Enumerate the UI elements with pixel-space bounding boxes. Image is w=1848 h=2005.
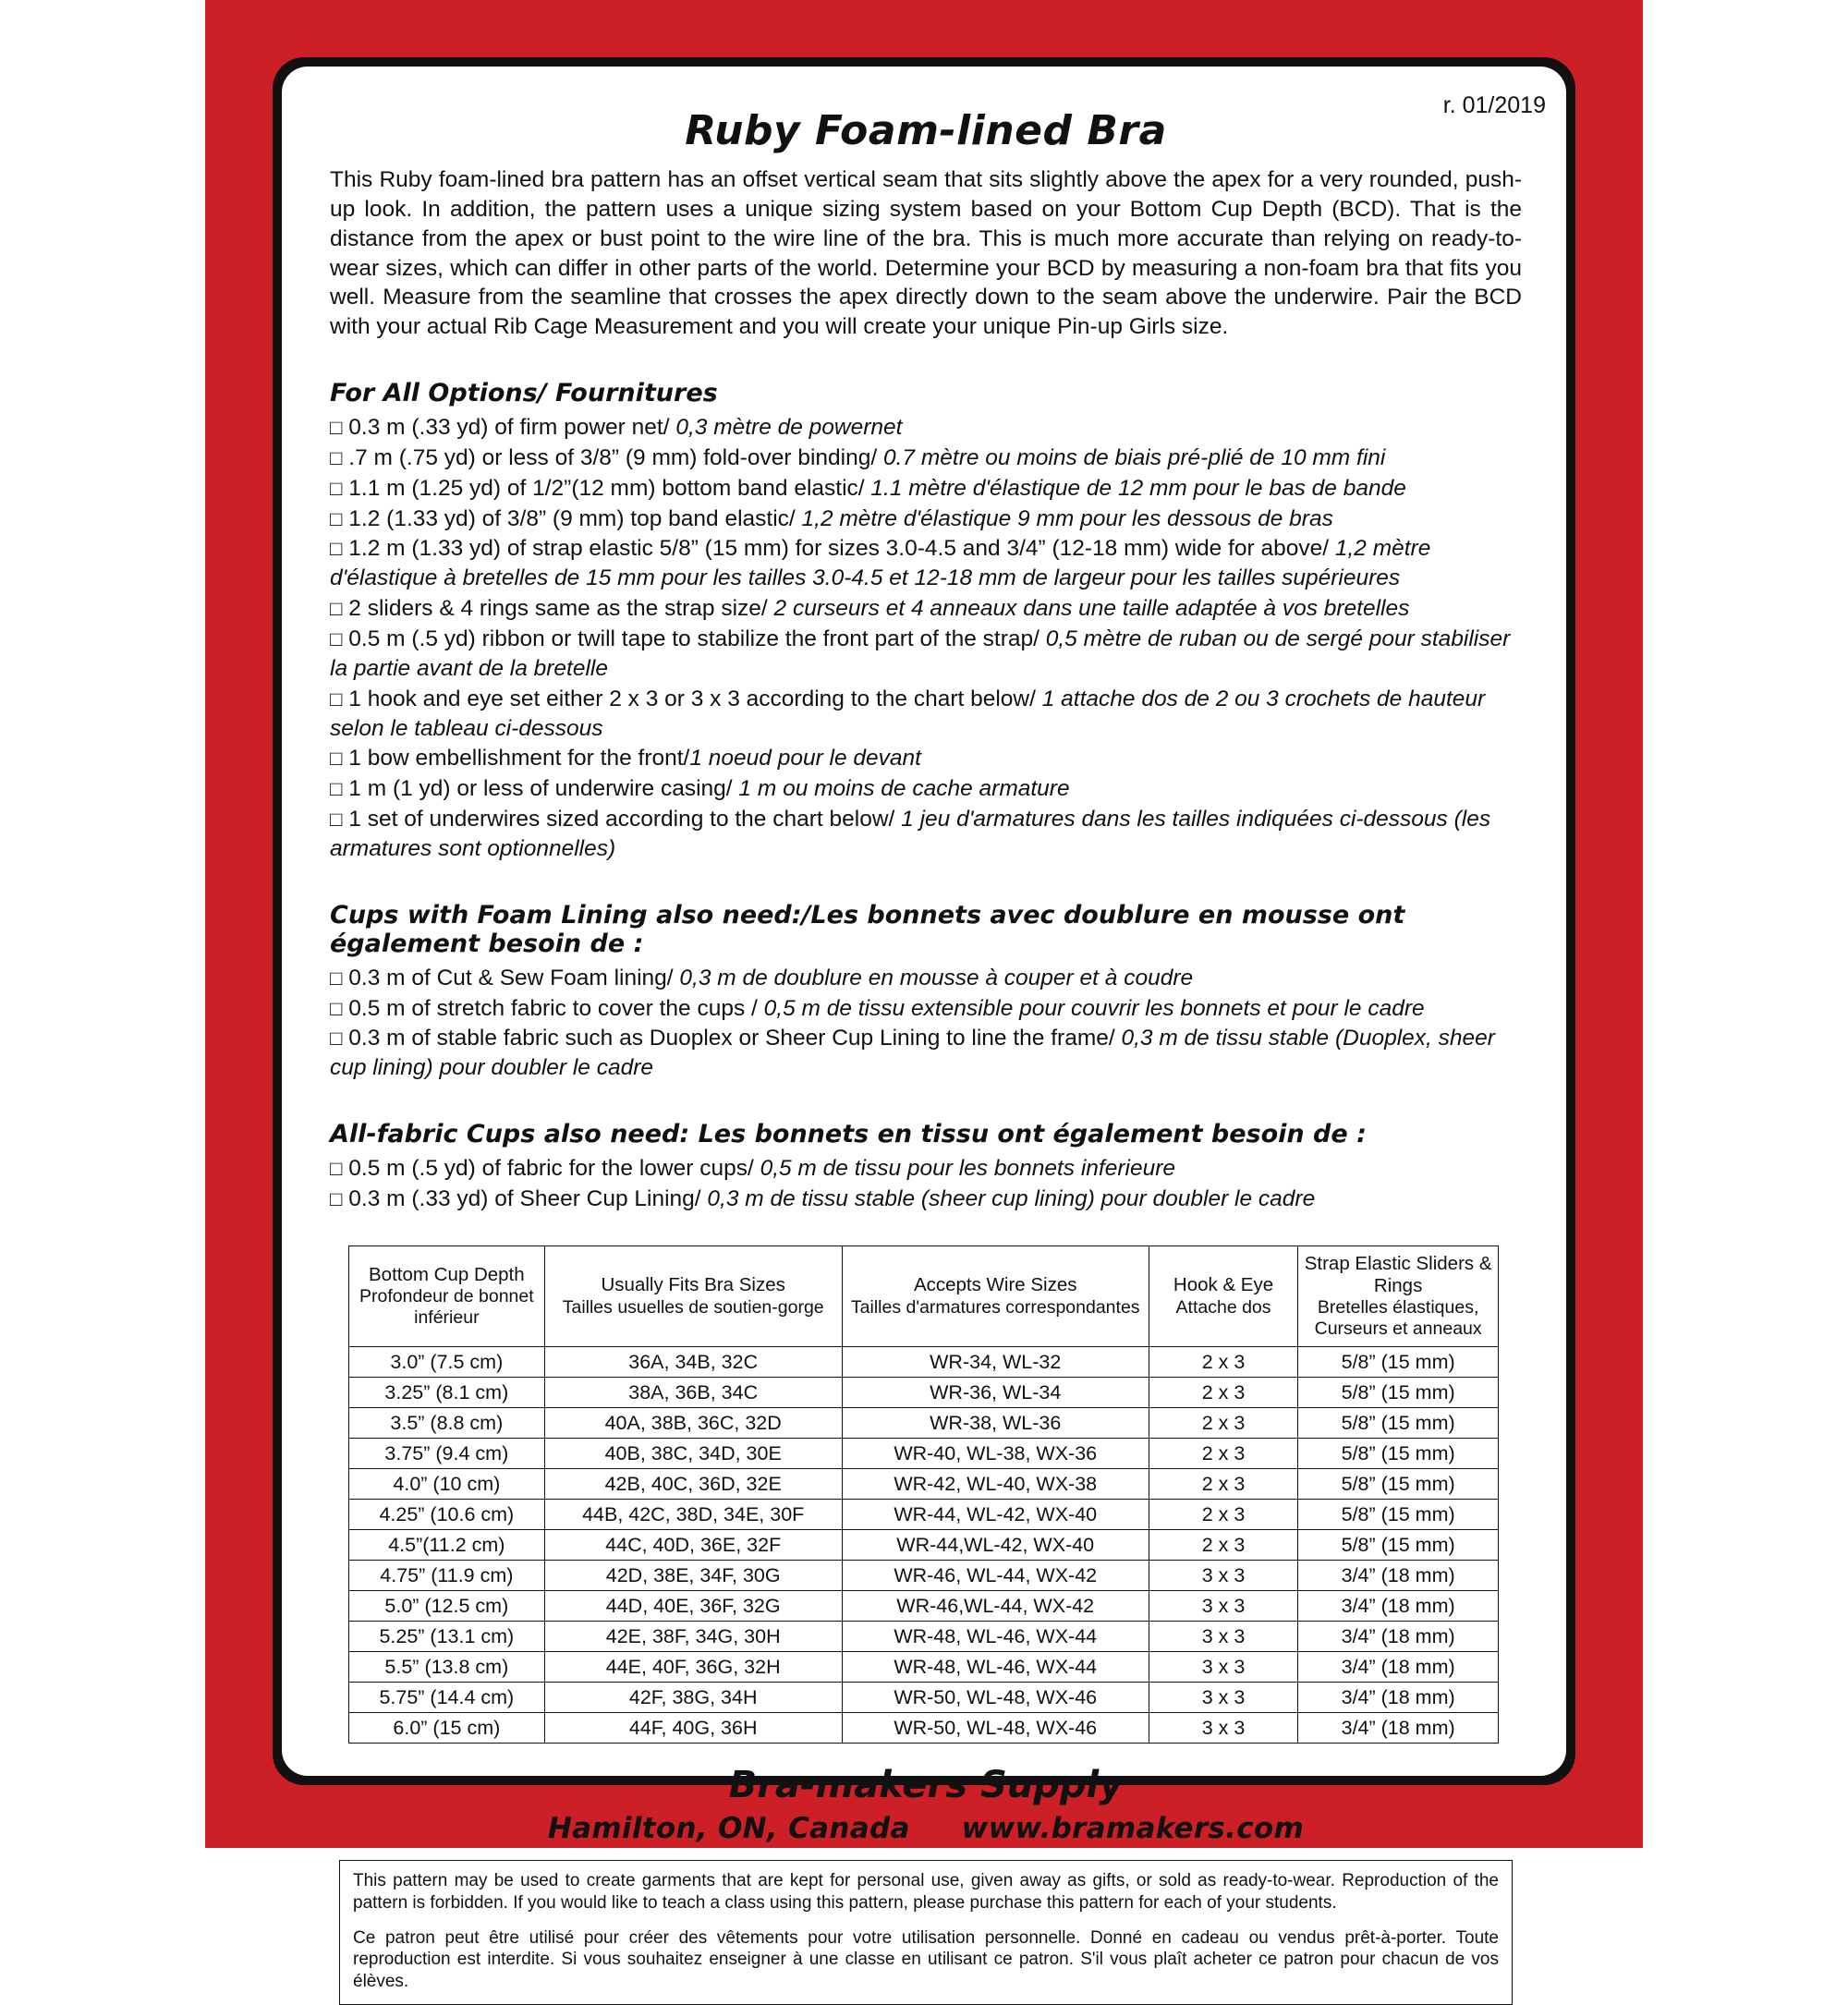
table-cell: 5/8” (15 mm) [1298, 1530, 1499, 1561]
column-header-fr: Attache dos [1175, 1296, 1271, 1318]
materials-list-item: □ 1.1 m (1.25 yd) of 1/2”(12 mm) bottom band elastic/ 1.1 mètre d'élastique de 12 mm pour le bas de bande [330, 474, 1522, 504]
materials-list-item: □ 1.2 m (1.33 yd) of strap elastic 5/8” (15 mm) for sizes 3.0-4.5 and 3/4” (12-18 mm) wide for above/ 1,2 mètre d'élastique à bretelles de 15 mm pour les tailles 3.0-4.5 et 12-18 mm de largeur pour les tailles supérieures [330, 534, 1522, 593]
table-column-header [349, 1246, 545, 1346]
table-cell: 3.0” (7.5 cm) [349, 1347, 545, 1378]
company-name: Bra-makers Supply [728, 1764, 1124, 1807]
table-cell: WR-36, WL-34 [842, 1378, 1149, 1408]
section-heading: All-fabric Cups also need: Les bonnets en tissu ont également besoin de : [330, 1120, 1367, 1149]
table-cell: WR-42, WL-40, WX-38 [842, 1469, 1149, 1500]
table-cell: 3/4” (18 mm) [1298, 1652, 1499, 1683]
table-cell: WR-44, WL-42, WX-40 [842, 1500, 1149, 1530]
materials-list [330, 413, 1522, 864]
table-row [349, 1683, 1499, 1713]
sizing-chart-table [348, 1246, 1499, 1744]
materials-list-item: □ 1 hook and eye set either 2 x 3 or 3 x 3 according to the chart below/ 1 attache dos de 2 ou 3 crochets de hauteur selon le tableau ci-dessous [330, 685, 1522, 744]
materials-list-item: □ 0.3 m of Cut & Sew Foam lining/ 0,3 m de doublure en mousse à couper et à coudre [330, 964, 1522, 993]
table-cell: 2 x 3 [1149, 1469, 1298, 1500]
table-cell: 44E, 40F, 36G, 32H [544, 1652, 842, 1683]
table-cell: 5.0” (12.5 cm) [349, 1591, 545, 1622]
table-cell: 3 x 3 [1149, 1561, 1298, 1591]
table-cell: WR-48, WL-46, WX-44 [842, 1652, 1149, 1683]
table-cell: 44B, 42C, 38D, 34E, 30F [544, 1500, 842, 1530]
table-cell: 3/4” (18 mm) [1298, 1561, 1499, 1591]
table-cell: 44F, 40G, 36H [544, 1713, 842, 1744]
section-heading: For All Options/ Fournitures [330, 379, 718, 408]
table-cell: 4.0” (10 cm) [349, 1469, 545, 1500]
legal-text-french: Ce patron peut être utilisé pour créer des vêtements pour votre utilisation personnelle. Donné en cadeau ou vendus prêt-à-porter. Toute reproduction est interdite. Si vous souhaitez enseigner à une classe en utilisant ce patron. S'il vous plaît acheter ce patron pour chacun de vos élèves. [353, 1927, 1499, 1992]
table-row [349, 1500, 1499, 1530]
table-cell: WR-34, WL-32 [842, 1347, 1149, 1378]
table-cell: 3 x 3 [1149, 1713, 1298, 1744]
table-row [349, 1713, 1499, 1744]
materials-list-item: □ 0.5 m (.5 yd) of fabric for the lower cups/ 0,5 m de tissu pour les bonnets inferieure [330, 1154, 1522, 1184]
table-cell: WR-46, WL-44, WX-42 [842, 1561, 1149, 1591]
table-cell: 5/8” (15 mm) [1298, 1408, 1499, 1439]
legal-notice [339, 1860, 1513, 2005]
table-cell: 42B, 40C, 36D, 32E [544, 1469, 842, 1500]
column-header-fr: Tailles d'armatures correspondantes [850, 1296, 1140, 1318]
table-column-header [842, 1246, 1149, 1346]
table-cell: 44D, 40E, 36F, 32G [544, 1591, 842, 1622]
column-header-en: Usually Fits Bra Sizes [601, 1274, 785, 1296]
table-cell: 5/8” (15 mm) [1298, 1439, 1499, 1469]
table-header-row [349, 1246, 1499, 1346]
materials-list-item: □ 0.3 m (.33 yd) of Sheer Cup Lining/ 0,3 m de tissu stable (sheer cup lining) pour doubler le cadre [330, 1185, 1522, 1214]
legal-text-english: This pattern may be used to create garments that are kept for personal use, given away as gifts, or sold as ready-to-wear. Reproduction of the pattern is forbidden. If you would like to teach a class using this pattern, please purchase this pattern for each of your students. [353, 1871, 1499, 1913]
table-row [349, 1408, 1499, 1439]
sections-container [330, 379, 1522, 1214]
content-area [330, 87, 1522, 2005]
table-column-header [544, 1246, 842, 1346]
materials-list-item: □ 0.3 m of stable fabric such as Duoplex or Sheer Cup Lining to line the frame/ 0,3 m de tissu stable (Duoplex, sheer cup lining) pour doubler le cadre [330, 1024, 1522, 1083]
intro-paragraph: This Ruby foam-lined bra pattern has an offset vertical seam that sits slightly above the apex for a very rounded, push-up look. In addition, the pattern uses a unique sizing system based on your Bottom Cup Depth (BCD). That is the distance from the apex or bust point to the wire line of the bra. This is much more accurate than relying on ready-to-wear sizes, which can differ in other parts of the world. Determine your BCD by measuring a non-foam bra that fits you well. Measure from the seamline that crosses the apex directly down to the seam above the underwire. Pair the BCD with your actual Rib Cage Measurement and you will create your unique Pin-up Girls size. [330, 167, 1522, 340]
materials-list-item: □ .7 m (.75 yd) or less of 3/8” (9 mm) fold-over binding/ 0.7 mètre ou moins de biais pré-plié de 10 mm fini [330, 444, 1522, 473]
table-cell: 3/4” (18 mm) [1298, 1713, 1499, 1744]
table-cell: 4.5”(11.2 cm) [349, 1530, 545, 1561]
table-cell: WR-50, WL-48, WX-46 [842, 1713, 1149, 1744]
table-cell: 40B, 38C, 34D, 30E [544, 1439, 842, 1469]
table-cell: 5/8” (15 mm) [1298, 1469, 1499, 1500]
table-cell: 5.5” (13.8 cm) [349, 1652, 545, 1683]
materials-list-item: □ 1 m (1 yd) or less of underwire casing/ 1 m ou moins de cache armature [330, 774, 1522, 804]
table-cell: 6.0” (15 cm) [349, 1713, 545, 1744]
table-cell: 2 x 3 [1149, 1347, 1298, 1378]
table-row [349, 1439, 1499, 1469]
table-cell: 42D, 38E, 34F, 30G [544, 1561, 842, 1591]
column-header-en: Bottom Cup Depth [369, 1263, 525, 1285]
table-row [349, 1622, 1499, 1652]
company-location: Hamilton, ON, Canada [547, 1812, 910, 1846]
materials-list-item: □ 2 sliders & 4 rings same as the strap size/ 2 curseurs et 4 anneaux dans une taille adaptée à vos bretelles [330, 594, 1522, 624]
materials-list-item: □ 1.2 (1.33 yd) of 3/8” (9 mm) top band elastic/ 1,2 mètre d'élastique 9 mm pour les dessous de bras [330, 504, 1522, 534]
table-cell: 2 x 3 [1149, 1530, 1298, 1561]
table-cell: 2 x 3 [1149, 1439, 1298, 1469]
table-cell: 3/4” (18 mm) [1298, 1591, 1499, 1622]
revision-label: r. 01/2019 [1442, 92, 1546, 118]
table-cell: 3 x 3 [1149, 1652, 1298, 1683]
table-cell: 4.25” (10.6 cm) [349, 1500, 545, 1530]
materials-list-item: □ 1 bow embellishment for the front/1 noeud pour le devant [330, 744, 1522, 773]
table-row [349, 1591, 1499, 1622]
table-cell: 2 x 3 [1149, 1378, 1298, 1408]
materials-list-item: □ 1 set of underwires sized according to the chart below/ 1 jeu d'armatures dans les tailles indiquées ci-dessous (les armatures sont optionnelles) [330, 805, 1522, 864]
materials-list-item: □ 0.5 m (.5 yd) ribbon or twill tape to stabilize the front part of the strap/ 0,5 mètre de ruban ou de sergé pour stabiliser la partie avant de la bretelle [330, 625, 1522, 684]
table-cell: WR-44,WL-42, WX-40 [842, 1530, 1149, 1561]
table-cell: 3 x 3 [1149, 1591, 1298, 1622]
table-cell: WR-46,WL-44, WX-42 [842, 1591, 1149, 1622]
table-cell: 3.25” (8.1 cm) [349, 1378, 545, 1408]
materials-list [330, 964, 1522, 1083]
table-row [349, 1530, 1499, 1561]
table-cell: 3/4” (18 mm) [1298, 1683, 1499, 1713]
table-cell: 5.25” (13.1 cm) [349, 1622, 545, 1652]
materials-list [330, 1154, 1522, 1214]
table-column-header [1298, 1246, 1499, 1346]
table-cell: 3/4” (18 mm) [1298, 1622, 1499, 1652]
table-cell: WR-50, WL-48, WX-46 [842, 1683, 1149, 1713]
table-cell: WR-38, WL-36 [842, 1408, 1149, 1439]
table-cell: 2 x 3 [1149, 1500, 1298, 1530]
table-column-header [1149, 1246, 1298, 1346]
company-contact [330, 1812, 1522, 1845]
section-heading: Cups with Foam Lining also need:/Les bonnets avec doublure en mousse ont également besoin de : [330, 900, 1405, 958]
column-header-en: Strap Elastic Sliders & Rings [1304, 1252, 1492, 1296]
table-cell: 44C, 40D, 36E, 32F [544, 1530, 842, 1561]
table-row [349, 1652, 1499, 1683]
column-header-fr: Profondeur de bonnet inférieur [359, 1286, 534, 1329]
materials-list-item: □ 0.3 m (.33 yd) of firm power net/ 0,3 mètre de powernet [330, 413, 1522, 443]
table-cell: 4.75” (11.9 cm) [349, 1561, 545, 1591]
table-row [349, 1561, 1499, 1591]
table-row [349, 1469, 1499, 1500]
table-cell: 36A, 34B, 32C [544, 1347, 842, 1378]
column-header-fr: Tailles usuelles de soutien-gorge [562, 1296, 824, 1318]
table-cell: 5/8” (15 mm) [1298, 1378, 1499, 1408]
table-cell: 5.75” (14.4 cm) [349, 1683, 545, 1713]
table-cell: 3.5” (8.8 cm) [349, 1408, 545, 1439]
table-cell: 40A, 38B, 36C, 32D [544, 1408, 842, 1439]
table-cell: 3 x 3 [1149, 1683, 1298, 1713]
table-row [349, 1347, 1499, 1378]
table-cell: 3.75” (9.4 cm) [349, 1439, 545, 1469]
pattern-envelope-back [282, 67, 1566, 1992]
table-cell: 38A, 36B, 34C [544, 1378, 842, 1408]
table-cell: 3 x 3 [1149, 1622, 1298, 1652]
materials-list-item: □ 0.5 m of stretch fabric to cover the cups / 0,5 m de tissu extensible pour couvrir les bonnets et pour le cadre [330, 994, 1522, 1024]
table-row [349, 1378, 1499, 1408]
table-body [349, 1347, 1499, 1744]
column-header-en: Accepts Wire Sizes [913, 1274, 1077, 1296]
table-head [349, 1246, 1499, 1346]
table-cell: 5/8” (15 mm) [1298, 1347, 1499, 1378]
column-header-en: Hook & Eye [1173, 1274, 1274, 1296]
table-cell: 42F, 38G, 34H [544, 1683, 842, 1713]
table-cell: 5/8” (15 mm) [1298, 1500, 1499, 1530]
company-website[interactable]: www.bramakers.com [961, 1812, 1305, 1846]
column-header-fr: Bretelles élastiques, Curseurs et anneaux [1314, 1297, 1482, 1340]
page-title: Ruby Foam-lined Bra [685, 107, 1167, 154]
table-cell: 42E, 38F, 34G, 30H [544, 1622, 842, 1652]
table-cell: 2 x 3 [1149, 1408, 1298, 1439]
table-cell: WR-40, WL-38, WX-36 [842, 1439, 1149, 1469]
table-cell: WR-48, WL-46, WX-44 [842, 1622, 1149, 1652]
